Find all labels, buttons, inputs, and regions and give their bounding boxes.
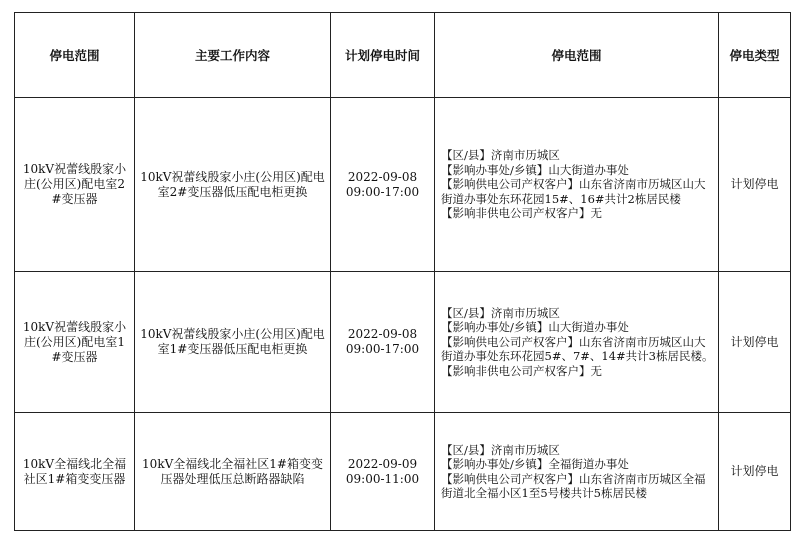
- equipment-cell: 10kV祝蕾线殷家小庄(公用区)配电室1#变压器: [15, 272, 135, 413]
- scope-non-utility-customers: 【影响非供电公司产权客户】无: [441, 206, 602, 221]
- outage-notice-sheet: [14, 12, 790, 530]
- planned-hours: 09:00-17:00: [345, 184, 420, 199]
- outage-scope-cell: [435, 272, 719, 413]
- planned-time-cell: [331, 413, 435, 531]
- equipment-cell: 10kV全福线北全福社区1#箱变变压器: [15, 413, 135, 531]
- column-header-planned-time: 计划停电时间: [331, 13, 435, 98]
- work-content-cell: 10kV祝蕾线殷家小庄(公用区)配电室1#变压器低压配电柜更换: [135, 272, 331, 413]
- table-row: [15, 98, 791, 272]
- work-content-cell: 10kV祝蕾线殷家小庄(公用区)配电室2#变压器低压配电柜更换: [135, 98, 331, 272]
- column-header-equipment: 停电范围: [15, 13, 135, 98]
- scope-subdistrict: 【影响办事处/乡镇】山大街道办事处: [441, 320, 629, 335]
- column-header-outage-type: 停电类型: [719, 13, 791, 98]
- outage-scope-cell: [435, 98, 719, 272]
- outage-type-cell: 计划停电: [719, 413, 791, 531]
- scope-non-utility-customers: 【影响非供电公司产权客户】无: [441, 363, 602, 378]
- column-header-work-content: 主要工作内容: [135, 13, 331, 98]
- scope-district: 【区/县】济南市历城区: [441, 442, 560, 457]
- table-header-row: [15, 13, 791, 98]
- scope-district: 【区/县】济南市历城区: [441, 148, 560, 163]
- column-header-outage-scope: 停电范围: [435, 13, 719, 98]
- table-row: [15, 413, 791, 531]
- outage-table: [14, 12, 791, 531]
- scope-subdistrict: 【影响办事处/乡镇】全福街道办事处: [441, 457, 629, 471]
- planned-date: 2022-09-08: [347, 169, 418, 184]
- scope-district: 【区/县】济南市历城区: [441, 305, 560, 320]
- planned-time-cell: [331, 98, 435, 272]
- planned-hours: 09:00-17:00: [345, 342, 420, 356]
- scope-utility-customers: 【影响供电公司产权客户】山东省济南市历城区山大街道办事处东环花园5#、7#、14#共计3栋居民楼。: [441, 334, 714, 364]
- table-row: [15, 272, 791, 413]
- scope-subdistrict: 【影响办事处/乡镇】山大街道办事处: [441, 162, 629, 177]
- planned-date: 2022-09-08: [347, 327, 418, 341]
- outage-type-cell: 计划停电: [719, 272, 791, 413]
- outage-scope-cell: [435, 413, 719, 531]
- equipment-cell: 10kV祝蕾线殷家小庄(公用区)配电室2#变压器: [15, 98, 135, 272]
- planned-time-cell: [331, 272, 435, 413]
- work-content-cell: 10kV全福线北全福社区1#箱变变压器处理低压总断路器缺陷: [135, 413, 331, 531]
- scope-utility-customers: 【影响供电公司产权客户】山东省济南市历城区全福街道北全福小区1至5号楼共计5栋居民楼: [441, 471, 706, 500]
- planned-hours: 09:00-11:00: [345, 471, 420, 486]
- scope-utility-customers: 【影响供电公司产权客户】山东省济南市历城区山大街道办事处东环花园15#、16#共计2栋居民楼: [441, 177, 706, 206]
- outage-type-cell: 计划停电: [719, 98, 791, 272]
- planned-date: 2022-09-09: [347, 456, 418, 471]
